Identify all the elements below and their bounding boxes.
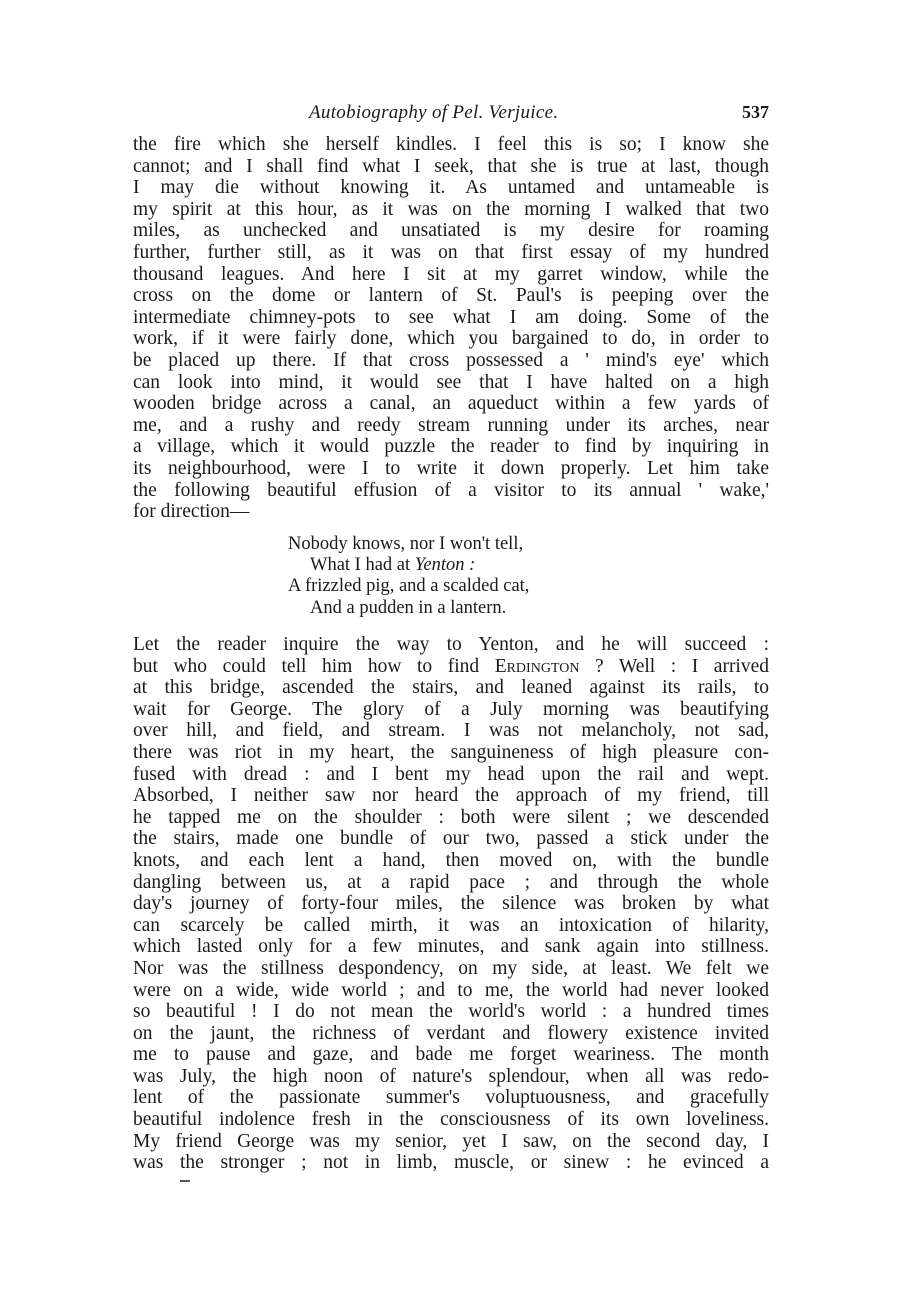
text-line: was the stronger ; not in limb, muscle, or sinew : he evinced a: [133, 1152, 769, 1174]
text-line: work, if it were fairly done, which you bargained to do, in order to: [133, 328, 769, 350]
text-line: on the jaunt, the richness of verdant and flowery existence invited: [133, 1022, 769, 1044]
text-line: a village, which it would puzzle the reader to find by inquiring in: [133, 436, 769, 458]
text-line: Nor was the stillness despondency, on my side, at least. We felt we: [133, 957, 769, 979]
text-line: so beautiful ! I do not mean the world's world : a hundred times: [133, 1001, 769, 1023]
running-title: Autobiography of Pel. Verjuice.: [309, 102, 559, 123]
text-line: cross on the dome or lantern of St. Paul's is peeping over the: [133, 285, 769, 307]
text-line: be placed up there. If that cross possessed a ' mind's eye' which: [133, 349, 769, 371]
text-line: intermediate chimney-pots to see what I am doing. Some of the: [133, 306, 769, 328]
text-line: its neighbourhood, were I to write it down properly. Let him take: [133, 457, 769, 479]
text-line: I may die without knowing it. As untamed and untameable is: [133, 177, 769, 199]
verse-line: [288, 555, 628, 576]
verse-line: A frizzled pig, and a scalded cat,: [288, 576, 530, 597]
text-line: further, further still, as it was on that first essay of my hundred: [133, 241, 769, 263]
page-number: 537: [742, 102, 769, 122]
text-line: dangling between us, at a rapid pace ; and through the whole: [133, 871, 769, 893]
text-line: were on a wide, wide world ; and to me, the world had never looked: [133, 979, 769, 1001]
text-line: Let the reader inquire the way to Yenton, and he will succeed :: [133, 634, 769, 655]
text-line: day's journey of forty-four miles, the silence was broken by what: [133, 893, 769, 915]
text-line: the following beautiful effusion of a visitor to its annual ' wake,': [133, 479, 769, 501]
text-segment: ? Well : I arrived: [595, 655, 770, 677]
text-line: he tapped me on the shoulder : both were silent ; we descended: [133, 806, 769, 828]
text-line: beautiful indolence fresh in the consciousness of its own loveliness.: [133, 1109, 769, 1131]
text-line: which lasted only for a few minutes, and sank again into stillness.: [133, 936, 769, 958]
text-line: the stairs, made one bundle of our two, passed a stick under the: [133, 828, 769, 850]
verse-place-name: Yenton :: [414, 555, 476, 576]
text-line: can look into mind, it would see that I have halted on a high: [133, 371, 769, 393]
text-line: my spirit at this hour, as it was on the morning I walked that two: [133, 198, 769, 220]
text-line: there was riot in my heart, the sanguineness of high pleasure con-: [133, 741, 769, 763]
text-line: fused with dread : and I bent my head upon the rail and wept.: [133, 763, 769, 785]
text-line: miles, as unchecked and unsatiated is my desire for roaming: [133, 220, 769, 242]
verse-line: And a pudden in a lantern.: [310, 597, 507, 618]
text-line: wait for George. The glory of a July morning was beautifying: [133, 698, 769, 720]
place-name: Erdington: [494, 655, 580, 677]
paragraph-2: [133, 634, 769, 1174]
text-line: the fire which she herself kindles. I feel this is so; I know she: [133, 134, 769, 155]
text-line: wooden bridge across a canal, an aqueduct within a few yards of: [133, 393, 769, 415]
paragraph-1: [133, 134, 769, 523]
text-line: Absorbed, I neither saw nor heard the approach of my friend, till: [133, 785, 769, 807]
text-segment: but who could tell him how to find: [133, 655, 480, 677]
text-line: My friend George was my senior, yet I saw, on the second day, I: [133, 1130, 769, 1152]
text-line: was July, the high noon of nature's splendour, when all was redo-: [133, 1065, 769, 1087]
text-line: me to pause and gaze, and bade me forget weariness. The month: [133, 1044, 769, 1066]
verse-line-text: What I had at: [310, 555, 411, 576]
text-line: at this bridge, ascended the stairs, and leaned against its rails, to: [133, 677, 769, 699]
text-line: cannot; and I shall find what I seek, that she is true at last, though: [133, 155, 769, 177]
text-line: thousand leagues. And here I sit at my garret window, while the: [133, 263, 769, 285]
text-line: can scarcely be called mirth, it was an intoxication of hilarity,: [133, 914, 769, 936]
text-line: knots, and each lent a hand, then moved on, with the bundle: [133, 849, 769, 871]
page-header: [133, 102, 769, 126]
printer-mark: [180, 1180, 190, 1182]
text-line: over hill, and field, and stream. I was not melancholy, not sad,: [133, 720, 769, 742]
text-line: lent of the passionate summer's voluptuousness, and gracefully: [133, 1087, 769, 1109]
verse-quotation: [288, 534, 628, 619]
text-line: me, and a rushy and reedy stream running under its arches, near: [133, 414, 769, 436]
text-line: [133, 656, 769, 678]
text-line: for direction—: [133, 501, 250, 523]
verse-line: Nobody knows, nor I won't tell,: [288, 534, 524, 554]
